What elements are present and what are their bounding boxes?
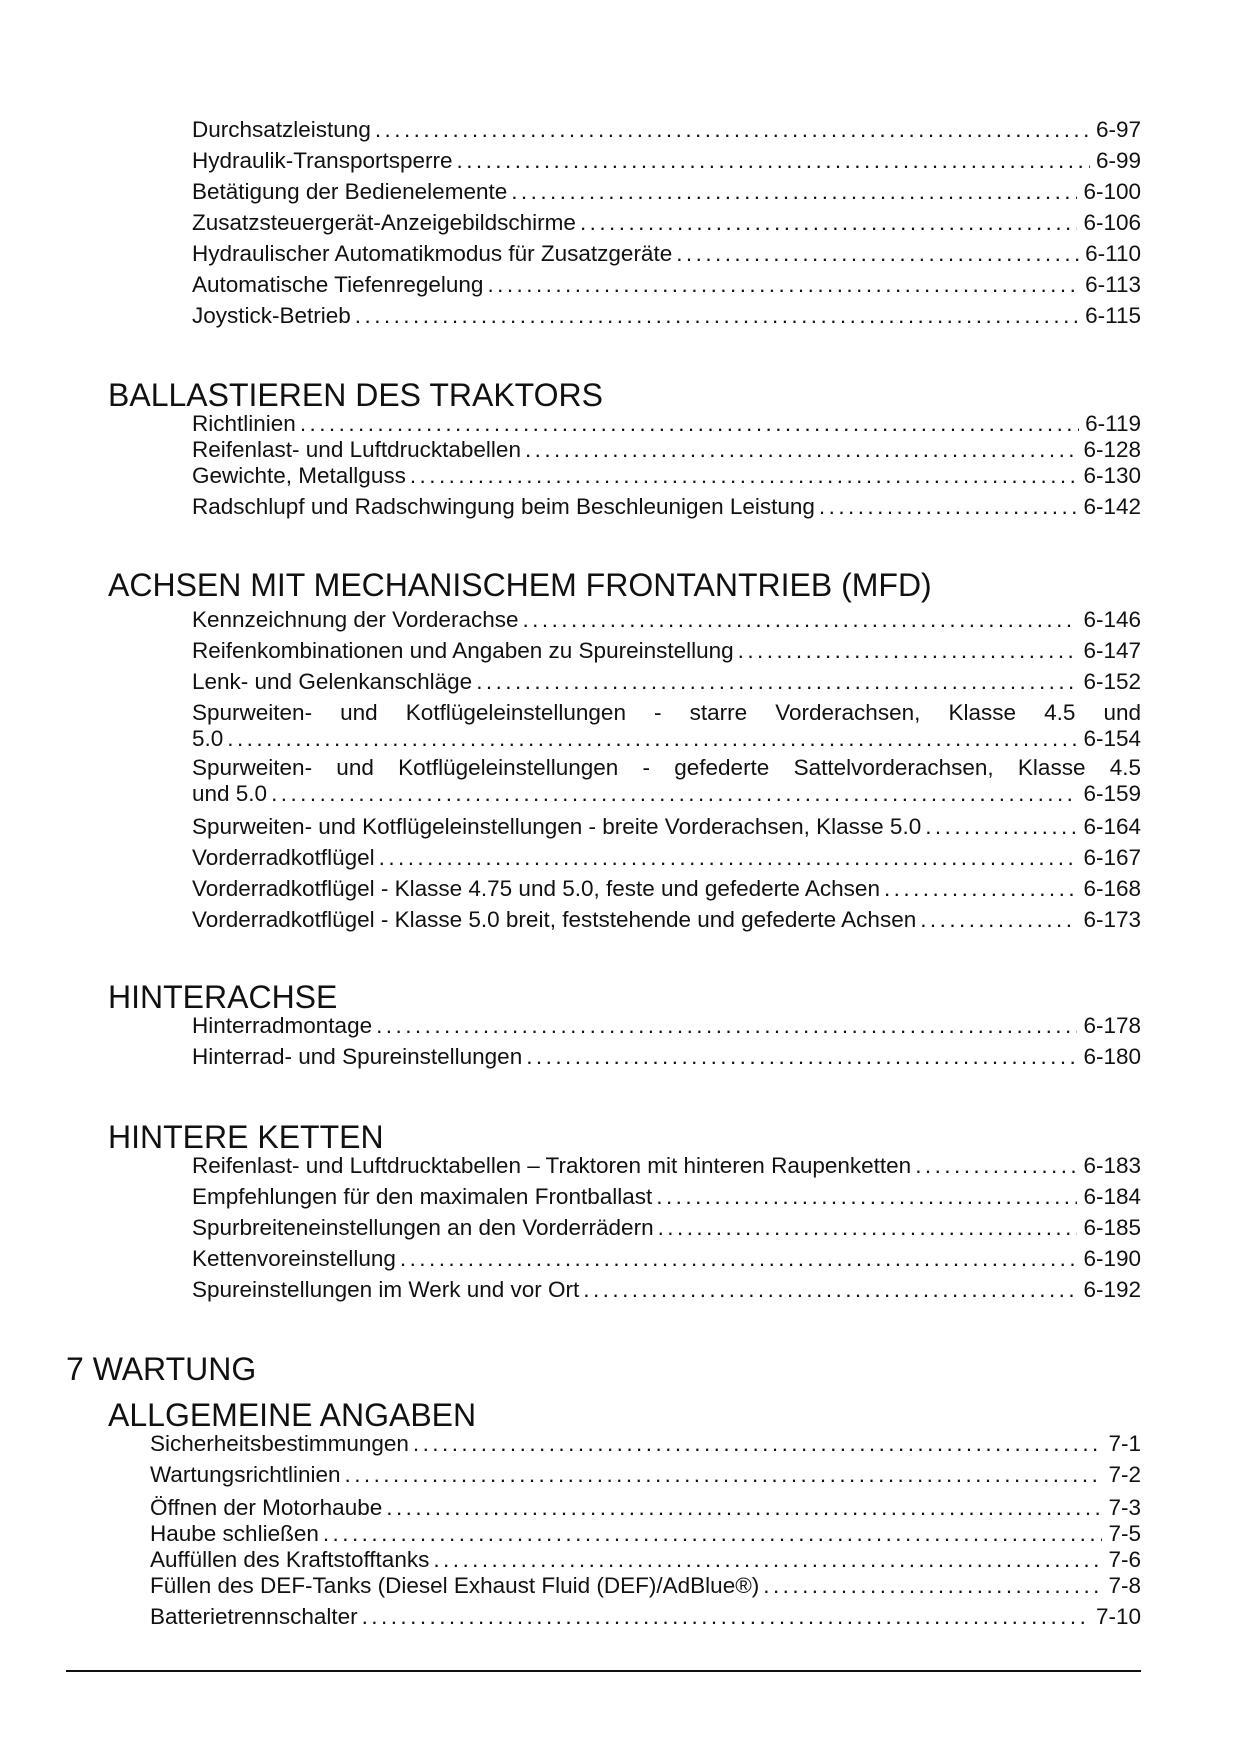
toc-entry-title: Spurbreiteneinstellungen an den Vorderrädern — [192, 1215, 654, 1240]
toc-entry[interactable] — [192, 148, 1141, 174]
toc-entry[interactable] — [150, 1495, 1141, 1521]
toc-entry-title: Sicherheitsbestimmungen — [150, 1431, 409, 1456]
toc-entry-page: 7-3 — [1108, 1495, 1141, 1520]
toc-entry-title: Richtlinien — [192, 411, 296, 436]
toc-entry-wrapped[interactable] — [192, 700, 1141, 752]
dot-leader — [925, 814, 1077, 840]
dot-leader — [580, 210, 1078, 236]
dot-leader — [920, 907, 1077, 933]
dot-leader — [300, 411, 1079, 437]
dot-leader — [227, 726, 1077, 752]
toc-entry-title: Betätigung der Bedienelemente — [192, 179, 508, 204]
toc-entry-title: Füllen des DEF-Tanks (Diesel Exhaust Fluid (DEF)/AdBlue®) — [150, 1573, 760, 1598]
dot-leader — [375, 117, 1090, 143]
section-heading-ballast[interactable]: BALLASTIEREN DES TRAKTORS — [108, 377, 603, 413]
toc-entry-page: 6-128 — [1083, 437, 1141, 462]
toc-entry-title: Spurweiten- und Kotflügeleinstellungen - gefederte Sattelvorderachsen, Klasse 4.5 — [192, 755, 1141, 780]
dot-leader — [476, 669, 1077, 695]
toc-entry[interactable] — [192, 179, 1141, 205]
toc-entry-page: 6-183 — [1083, 1153, 1141, 1178]
toc-entry-title: Öffnen der Motorhaube — [150, 1495, 383, 1520]
toc-entry-title: Spurweiten- und Kotflügeleinstellungen - starre Vorderachsen, Klasse 4.5 und — [192, 700, 1141, 725]
toc-entry-title: Spureinstellungen im Werk und vor Ort — [192, 1277, 580, 1302]
toc-entry-title: Vorderradkotflügel — [192, 845, 375, 870]
toc-entry[interactable] — [192, 607, 1141, 633]
dot-leader — [433, 1547, 1102, 1573]
dot-leader — [271, 781, 1077, 807]
toc-entry[interactable] — [192, 669, 1141, 695]
dot-leader — [386, 1495, 1102, 1521]
dot-leader — [345, 1462, 1103, 1488]
toc-entry-title: Zusatzsteuergerät-Anzeigebildschirme — [192, 210, 576, 235]
toc-entry[interactable] — [192, 437, 1141, 463]
toc-entry-title: Hinterradmontage — [192, 1013, 373, 1038]
toc-entry-page: 6-130 — [1083, 463, 1141, 488]
toc-entry[interactable] — [192, 1044, 1141, 1070]
dot-leader — [362, 1604, 1090, 1630]
toc-entry-title: Kennzeichnung der Vorderachse — [192, 607, 519, 632]
toc-entry[interactable] — [192, 463, 1141, 489]
chapter-heading[interactable]: 7 WARTUNG — [66, 1351, 257, 1387]
toc-entry[interactable] — [192, 272, 1141, 298]
dot-leader — [658, 1215, 1078, 1241]
toc-entry-title: Reifenkombinationen und Angaben zu Spureinstellung — [192, 638, 734, 663]
toc-entry[interactable] — [192, 210, 1141, 236]
dot-leader — [915, 1153, 1077, 1179]
toc-entry-title: Automatische Tiefenregelung — [192, 272, 484, 297]
toc-entry-page: 6-192 — [1083, 1277, 1141, 1302]
toc-entry-page: 6-100 — [1083, 179, 1141, 204]
toc-entry[interactable] — [192, 117, 1141, 143]
toc-entry-title: Auffüllen des Kraftstofftanks — [150, 1547, 430, 1572]
toc-entry-page: 7-6 — [1108, 1547, 1141, 1572]
toc-entry-title: Radschlupf und Radschwingung beim Beschleunigen Leistung — [192, 494, 815, 519]
toc-entry-page: 6-106 — [1083, 210, 1141, 235]
toc-entry[interactable] — [192, 1013, 1141, 1039]
dot-leader — [525, 437, 1078, 463]
toc-entry-page: 6-167 — [1083, 845, 1141, 870]
toc-entry-wrapped[interactable] — [192, 755, 1141, 807]
dot-leader — [376, 1013, 1077, 1039]
toc-entry[interactable] — [192, 638, 1141, 664]
toc-entry-title: Empfehlungen für den maximalen Frontballast — [192, 1184, 653, 1209]
toc-entry-page: 6-173 — [1083, 907, 1141, 932]
toc-entry[interactable] — [150, 1573, 1141, 1599]
dot-leader — [656, 1184, 1077, 1210]
toc-entry-title: Reifenlast- und Luftdrucktabellen – Traktoren mit hinteren Raupenketten — [192, 1153, 912, 1178]
toc-entry-title: Wartungsrichtlinien — [150, 1462, 341, 1487]
toc-entry-page: 6-178 — [1083, 1013, 1141, 1038]
toc-entry-page: 6-184 — [1083, 1184, 1141, 1209]
dot-leader — [819, 494, 1078, 520]
toc-entry-title: Batterietrennschalter — [150, 1604, 358, 1629]
dot-leader — [400, 1246, 1078, 1272]
toc-entry-title: Reifenlast- und Luftdrucktabellen — [192, 437, 521, 462]
toc-entry[interactable] — [192, 303, 1141, 329]
toc-entry-title: Durchsatzleistung — [192, 117, 371, 142]
toc-entry-page: 6-154 — [1083, 726, 1141, 751]
toc-entry-page: 7-8 — [1108, 1573, 1141, 1598]
toc-entry-title: Haube schließen — [150, 1521, 319, 1546]
dot-leader — [511, 179, 1077, 205]
toc-entry-title: Hinterrad- und Spureinstellungen — [192, 1044, 523, 1069]
toc-entry-title: Vorderradkotflügel - Klasse 4.75 und 5.0, feste und gefederte Achsen — [192, 876, 880, 901]
dot-leader — [676, 241, 1079, 267]
toc-entry[interactable] — [150, 1604, 1141, 1630]
toc-entry-title: Gewichte, Metallguss — [192, 463, 406, 488]
dot-leader — [583, 1277, 1077, 1303]
toc-entry-page: 6-115 — [1085, 303, 1141, 328]
toc-entry-title: Kettenvoreinstellung — [192, 1246, 396, 1271]
section-heading-rear-tracks[interactable]: HINTERE KETTEN — [108, 1119, 384, 1155]
dot-leader — [522, 607, 1077, 633]
toc-entry[interactable] — [192, 241, 1141, 267]
toc-entry-page: 6-190 — [1083, 1246, 1141, 1271]
toc-entry-page: 6-97 — [1095, 117, 1141, 142]
toc-entry-page: 7-2 — [1108, 1462, 1141, 1487]
toc-entry-page: 6-99 — [1095, 148, 1141, 173]
section-heading-mfd[interactable]: ACHSEN MIT MECHANISCHEM FRONTANTRIEB (MFD) — [108, 567, 932, 603]
toc-entry[interactable] — [192, 1215, 1141, 1241]
toc-entry-title-continued: 5.0 — [192, 726, 224, 751]
toc-entry[interactable] — [150, 1521, 1141, 1547]
toc-entry-title-continued: und 5.0 — [192, 781, 268, 806]
toc-entry[interactable] — [150, 1547, 1141, 1573]
dot-leader — [487, 272, 1079, 298]
toc-entry-title: Hydraulischer Automatikmodus für Zusatzgeräte — [192, 241, 673, 266]
toc-entry[interactable] — [192, 1277, 1141, 1303]
toc-entry[interactable] — [192, 876, 1141, 902]
toc-entry[interactable] — [192, 907, 1141, 933]
toc-entry-page: 6-119 — [1085, 411, 1141, 436]
toc-entry[interactable] — [192, 494, 1141, 520]
toc-entry-page: 6-185 — [1083, 1215, 1141, 1240]
toc-entry-title: Hydraulik-Transportsperre — [192, 148, 453, 173]
toc-entry[interactable] — [192, 814, 1141, 840]
toc-entry-page: 6-159 — [1083, 781, 1141, 806]
toc-entry-page: 7-10 — [1095, 1604, 1141, 1629]
dot-leader — [457, 148, 1090, 174]
dot-leader — [526, 1044, 1077, 1070]
toc-entry[interactable] — [192, 1184, 1141, 1210]
toc-entry-page: 7-1 — [1108, 1431, 1141, 1456]
toc-entry[interactable] — [192, 1246, 1141, 1272]
toc-entry-title: Vorderradkotflügel - Klasse 5.0 breit, feststehende und gefederte Achsen — [192, 907, 917, 932]
section-heading-rear-axle[interactable]: HINTERACHSE — [108, 979, 338, 1015]
toc-entry-page: 6-142 — [1083, 494, 1141, 519]
toc-entry[interactable] — [150, 1462, 1141, 1488]
toc-entry[interactable] — [150, 1431, 1141, 1457]
toc-entry[interactable] — [192, 845, 1141, 871]
toc-entry[interactable] — [192, 411, 1141, 437]
toc-entry-title: Spurweiten- und Kotflügeleinstellungen - breite Vorderachsen, Klasse 5.0 — [192, 814, 922, 839]
toc-entry-page: 6-152 — [1083, 669, 1141, 694]
toc-entry-page: 6-146 — [1083, 607, 1141, 632]
dot-leader — [413, 1431, 1103, 1457]
dot-leader — [884, 876, 1077, 902]
dot-leader — [379, 845, 1078, 871]
toc-entry-title: Lenk- und Gelenkanschläge — [192, 669, 473, 694]
toc-entry-page: 6-180 — [1083, 1044, 1141, 1069]
dot-leader — [410, 463, 1078, 489]
footer-rule — [66, 1670, 1141, 1672]
toc-entry[interactable] — [192, 1153, 1141, 1179]
toc-entry-page: 7-5 — [1108, 1521, 1141, 1546]
toc-entry-page: 6-164 — [1083, 814, 1141, 839]
toc-entry-title: Joystick-Betrieb — [192, 303, 351, 328]
toc-entry-page: 6-147 — [1083, 638, 1141, 663]
dot-leader — [738, 638, 1078, 664]
dot-leader — [763, 1573, 1102, 1599]
toc-entry-page: 6-168 — [1083, 876, 1141, 901]
section-heading-general[interactable]: ALLGEMEINE ANGABEN — [108, 1397, 477, 1433]
toc-entry-page: 6-110 — [1085, 241, 1141, 266]
dot-leader — [323, 1521, 1103, 1547]
toc-entry-page: 6-113 — [1085, 272, 1141, 297]
dot-leader — [355, 303, 1079, 329]
